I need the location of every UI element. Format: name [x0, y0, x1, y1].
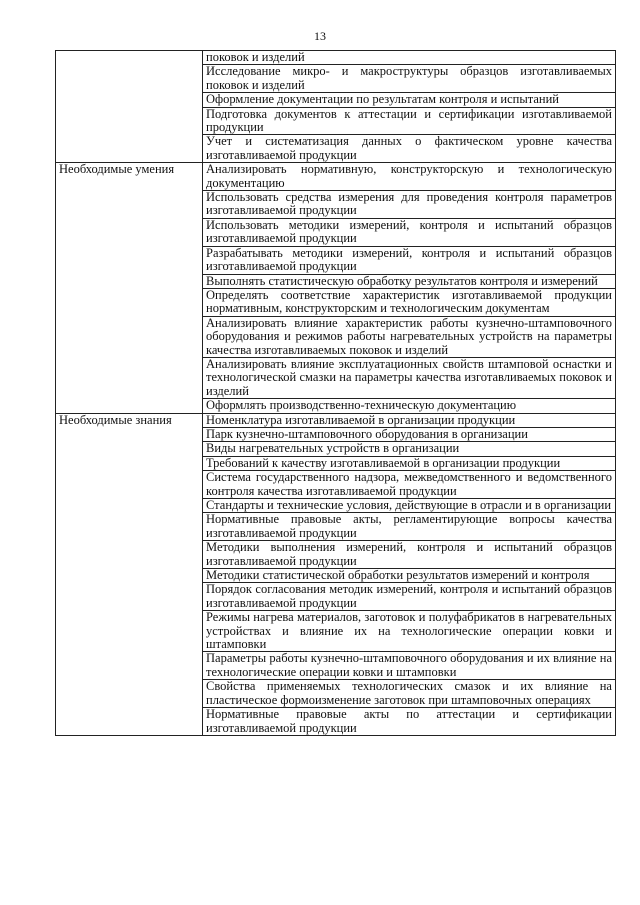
knowledge-label: Необходимые знания	[56, 413, 203, 735]
table-row	[56, 413, 616, 427]
table-cell: Нормативные правовые акты, регламентирующие вопросы качества изготавливаемой продукции	[203, 513, 616, 541]
table-cell: Требований к качеству изготавливаемой в организации продукции	[203, 456, 616, 470]
table-cell: Методики статистической обработки результатов измерений и контроля	[203, 569, 616, 583]
table-cell: Параметры работы кузнечно-штамповочного оборудования и их влияние на технологические операции ковки и штамповки	[203, 652, 616, 680]
table-cell: Режимы нагрева материалов, заготовок и полуфабрикатов в нагревательных устройствах и влияние их на технологические операции ковки и штамповки	[203, 611, 616, 652]
table-cell: Исследование микро- и макроструктуры образцов изготавливаемых поковок и изделий	[203, 65, 616, 93]
table-cell: Система государственного надзора, межведомственного и ведомственного контроля качества изготавливаемой продукции	[203, 471, 616, 499]
table-cell: Анализировать влияние эксплуатационных свойств штамповой оснастки и технологической смазки на параметры качества изготавливаемых поковок и изделий	[203, 357, 616, 398]
table-cell: поковок и изделий	[203, 51, 616, 65]
table-cell: Разрабатывать методики измерений, контроля и испытаний образцов изготавливаемой продукции	[203, 246, 616, 274]
table-cell: Методики выполнения измерений, контроля и испытаний образцов изготавливаемой продукции	[203, 541, 616, 569]
table-row	[56, 163, 616, 191]
table-cell: Оформлять производственно-техническую документацию	[203, 399, 616, 413]
table-cell: Номенклатура изготавливаемой в организации продукции	[203, 413, 616, 427]
table-cell: Подготовка документов к аттестации и сертификации изготавливаемой продукции	[203, 107, 616, 135]
table-row	[56, 51, 616, 65]
table-cell: Анализировать влияние характеристик работы кузнечно-штамповочного оборудования и режимов работы нагревательных устройств на параметры качества изготавливаемых поковок и изделий	[203, 316, 616, 357]
page-number: 13	[314, 29, 326, 43]
table-cell: Парк кузнечно-штамповочного оборудования в организации	[203, 427, 616, 441]
competency-table	[55, 50, 616, 736]
table-cell: Свойства применяемых технологических смазок и их влияние на пластическое формоизменение заготовок при штамповочных операциях	[203, 680, 616, 708]
table-cell: Использовать средства измерения для проведения контроля параметров изготавливаемой продукции	[203, 191, 616, 219]
table-cell: Учет и систематизация данных о фактическом уровне качества изготавливаемой продукции	[203, 135, 616, 163]
table-cell: Порядок согласования методик измерений, контроля и испытаний образцов изготавливаемой продукции	[203, 583, 616, 611]
table-cell: Нормативные правовые акты по аттестации и сертификации изготавливаемой продукции	[203, 708, 616, 736]
table-cell: Использовать методики измерений, контроля и испытаний образцов изготавливаемой продукции	[203, 218, 616, 246]
table-cell: Стандарты и технические условия, действующие в отрасли и в организации	[203, 499, 616, 513]
table-cell: Анализировать нормативную, конструкторскую и технологическую документацию	[203, 163, 616, 191]
table-cell: Определять соответствие характеристик изготавливаемой продукции нормативным, конструкторским и технологическим документам	[203, 288, 616, 316]
table-cell: Виды нагревательных устройств в организации	[203, 442, 616, 456]
continued-section-label-cell	[56, 51, 203, 163]
table-cell: Выполнять статистическую обработку результатов контроля и измерений	[203, 274, 616, 288]
table-cell: Оформление документации по результатам контроля и испытаний	[203, 93, 616, 107]
skills-label: Необходимые умения	[56, 163, 203, 413]
